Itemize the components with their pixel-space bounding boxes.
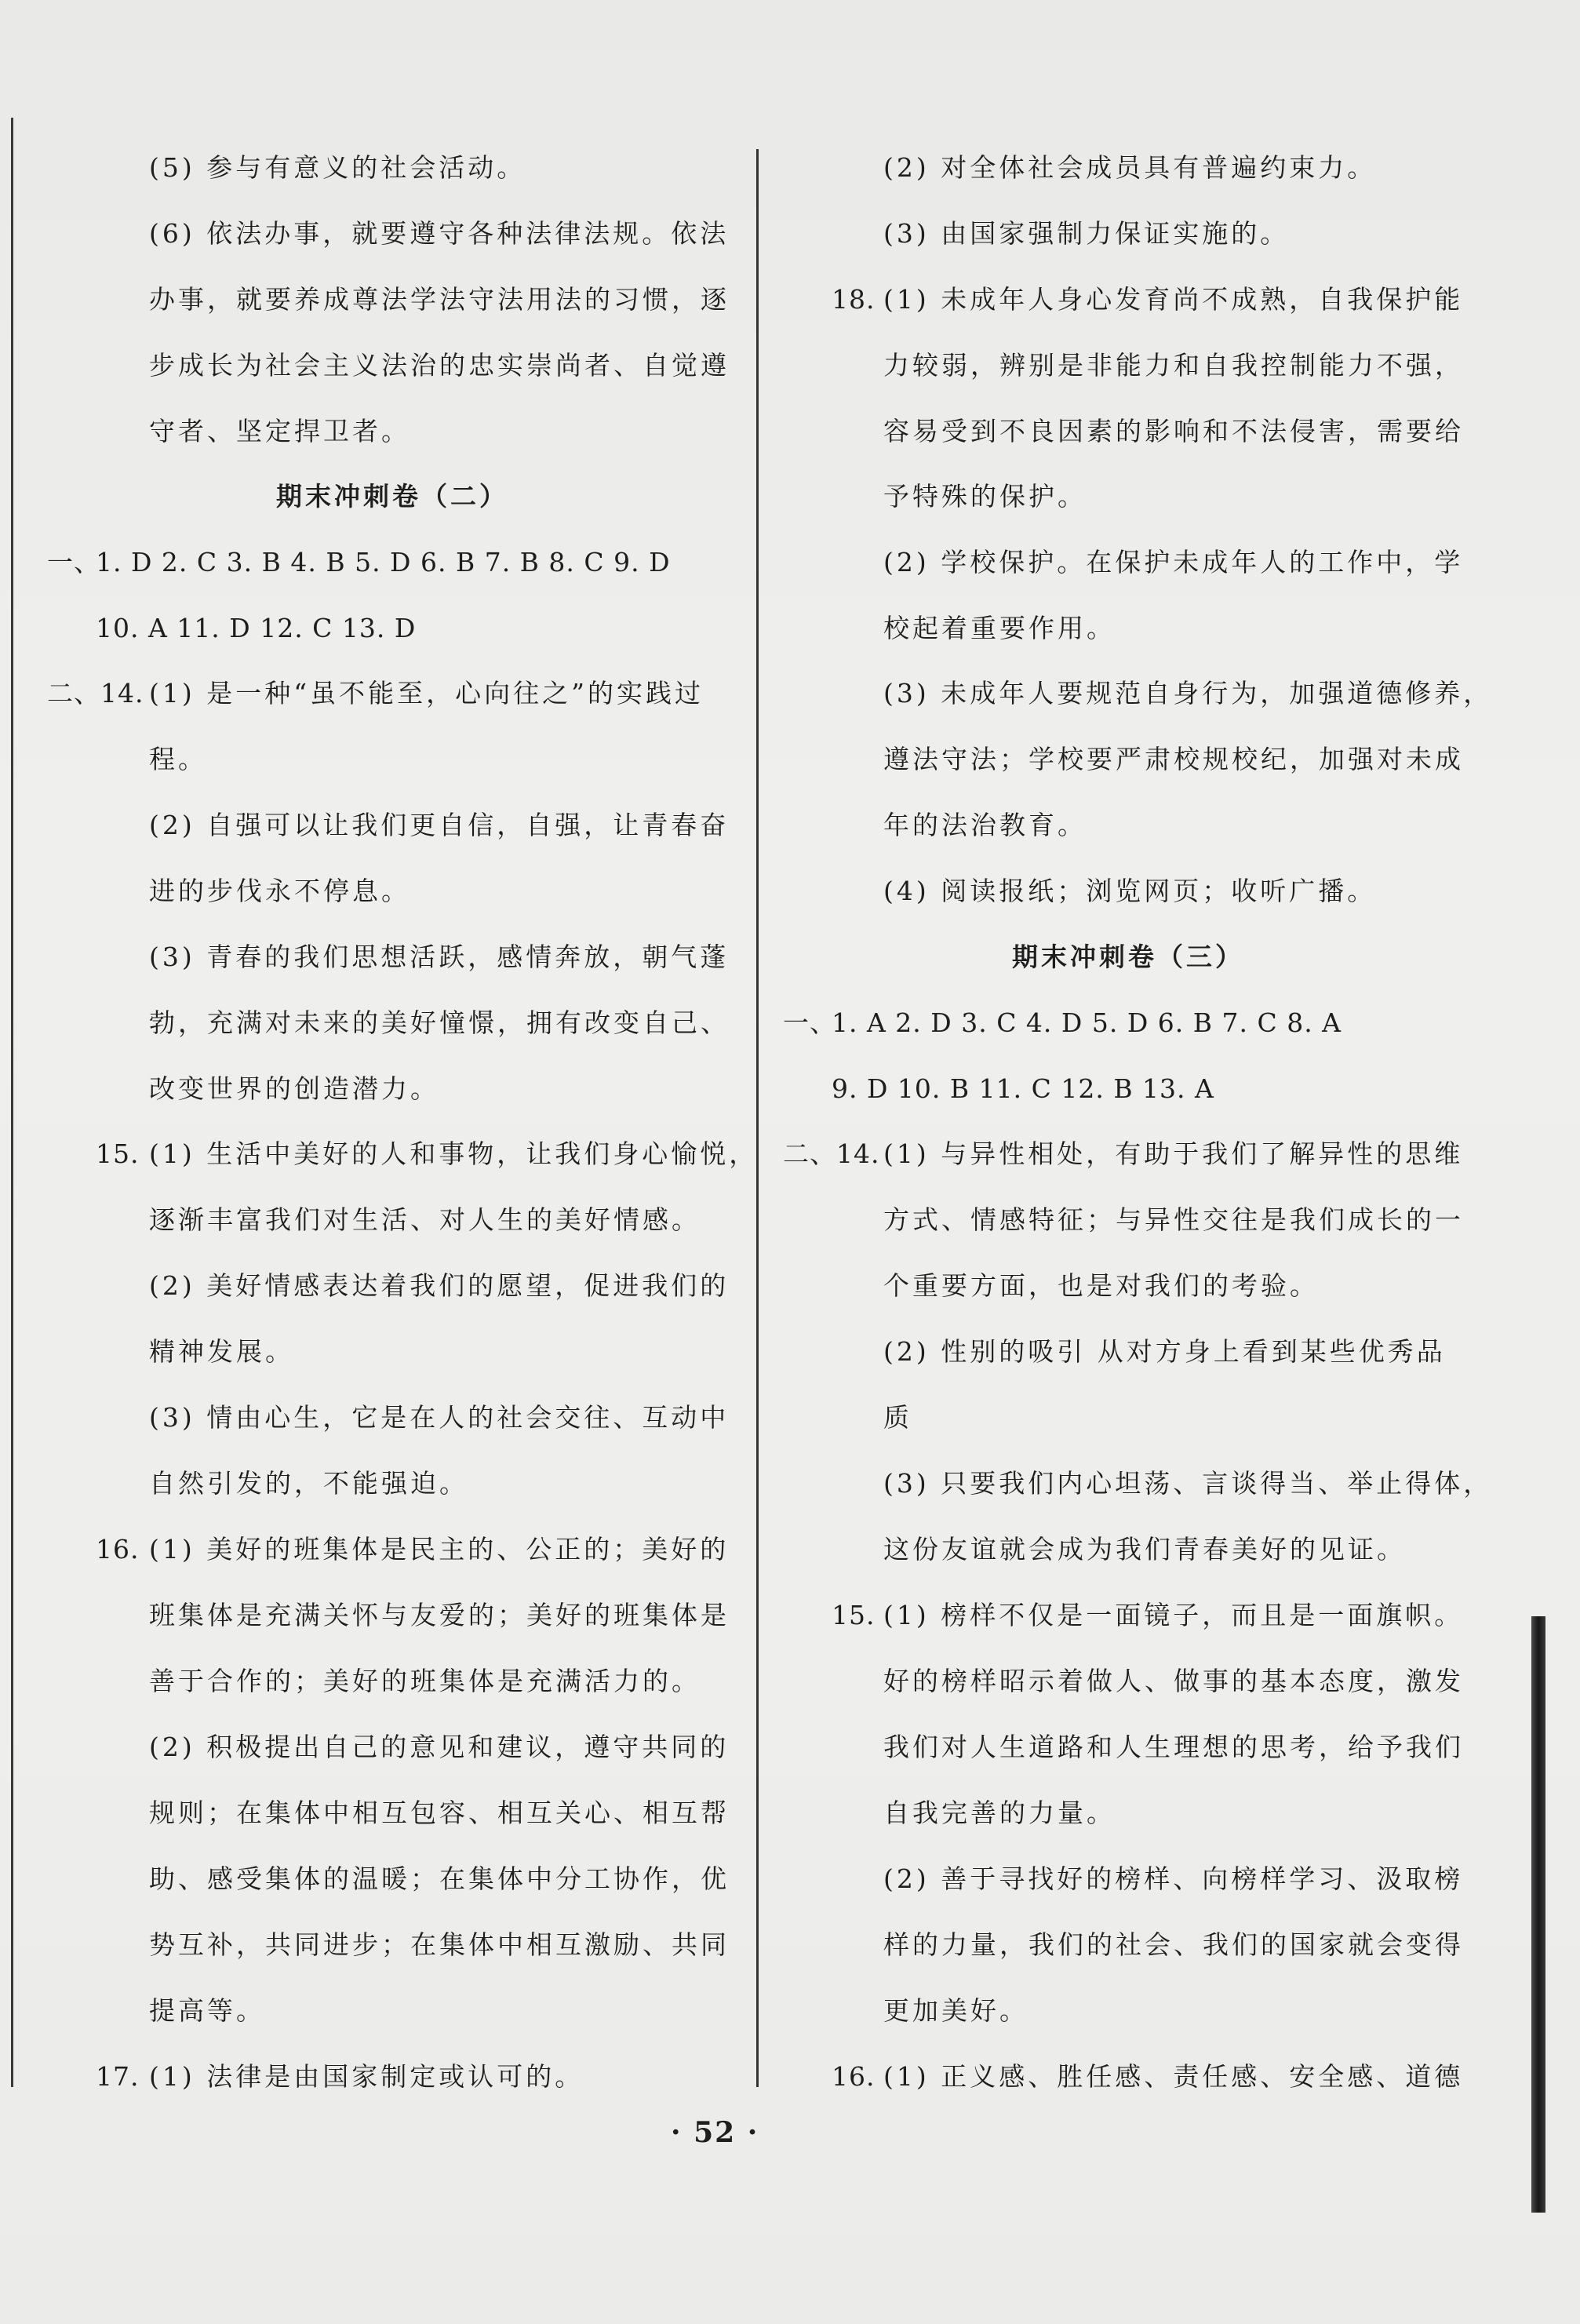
question-number: 一、	[783, 1007, 836, 1038]
page-number: · 52 ·	[671, 2116, 759, 2149]
answer-line: (1) 是一种“虽不能至，心向往之”的实践过	[149, 678, 704, 708]
answer-line: 步成长为社会主义法治的忠实崇尚者、自觉遵	[149, 350, 730, 381]
answer-line: 自我完善的力量。	[883, 1798, 1116, 1828]
answer-line: (1) 与异性相处，有助于我们了解异性的思维	[883, 1138, 1464, 1169]
answer-line: 进的步伐永不停息。	[149, 876, 410, 906]
section-heading: 期末冲刺卷（二）	[276, 481, 508, 512]
question-number: 17.	[96, 2061, 140, 2092]
answer-line: (1) 未成年人身心发育尚不成熟，自我保护能	[883, 284, 1464, 315]
answer-line: 势互补，共同进步；在集体中相互激励、共同	[149, 1929, 730, 1960]
answer-line: 善于合作的；美好的班集体是充满活力的。	[149, 1666, 701, 1696]
answer-line: 我们对人生道路和人生理想的思考，给予我们	[883, 1732, 1464, 1762]
answer-line: 勃，充满对未来的美好憧憬，拥有改变自己、	[149, 1007, 730, 1038]
question-number: 一、	[47, 547, 100, 577]
question-number: 二、14.	[783, 1138, 880, 1169]
answer-line: 容易受到不良因素的影响和不法侵害，需要给	[883, 416, 1464, 446]
answer-line: 个重要方面，也是对我们的考验。	[883, 1270, 1319, 1301]
question-number: 16.	[96, 1534, 140, 1565]
question-number: 二、14.	[47, 678, 144, 708]
answer-line: 自然引发的，不能强迫。	[149, 1468, 468, 1499]
question-number: 18.	[832, 284, 876, 315]
answer-line: (3) 情由心生，它是在人的社会交往、互动中	[149, 1402, 730, 1433]
answer-line: 方式、情感特征；与异性交往是我们成长的一	[883, 1204, 1464, 1235]
section-heading: 期末冲刺卷（三）	[1012, 942, 1244, 972]
answer-line: 质	[883, 1402, 912, 1433]
answer-line: 好的榜样昭示着做人、做事的基本态度，激发	[883, 1666, 1464, 1696]
answer-line: 力较弱，辨别是非能力和自我控制能力不强，	[883, 350, 1464, 381]
answer-line: 改变世界的创造潜力。	[149, 1073, 439, 1104]
question-number: 15.	[96, 1138, 140, 1169]
answer-line: 班集体是充满关怀与友爱的；美好的班集体是	[149, 1600, 730, 1630]
answer-line: 更加美好。	[883, 1995, 1028, 2026]
answer-line: 精神发展。	[149, 1336, 294, 1367]
answer-line: (3) 未成年人要规范自身行为，加强道德修养，	[883, 678, 1493, 708]
answer-line: 办事，就要养成尊法学法守法用法的习惯，逐	[149, 284, 730, 315]
answer-line: 9. D 10. B 11. C 12. B 13. A	[832, 1073, 1214, 1104]
answer-line: (2) 性别的吸引 从对方身上看到某些优秀品	[883, 1336, 1446, 1367]
page-edge-shadow	[1531, 1616, 1545, 2213]
answer-line: 遵法守法；学校要严肃校规校纪，加强对未成	[883, 744, 1464, 774]
answer-line: 助、感受集体的温暖；在集体中分工协作，优	[149, 1863, 730, 1894]
answer-line: (1) 美好的班集体是民主的、公正的；美好的	[149, 1534, 730, 1565]
answer-line: (3) 只要我们内心坦荡、言谈得当、举止得体，	[883, 1468, 1493, 1499]
answer-line: (2) 对全体社会成员具有普遍约束力。	[883, 152, 1377, 183]
answer-line: (5) 参与有意义的社会活动。	[149, 152, 526, 183]
answer-line: 1. D 2. C 3. B 4. B 5. D 6. B 7. B 8. C 9. D	[96, 547, 671, 577]
left-margin-rule	[11, 118, 13, 2087]
answer-line: (2) 自强可以让我们更自信，自强，让青春奋	[149, 810, 730, 840]
answer-line: (6) 依法办事，就要遵守各种法律法规。依法	[149, 218, 730, 249]
answer-line: 守者、坚定捍卫者。	[149, 416, 410, 446]
answer-line: 逐渐丰富我们对生活、对人生的美好情感。	[149, 1204, 701, 1235]
question-number: 16.	[832, 2061, 876, 2092]
answer-line: (2) 学校保护。在保护未成年人的工作中，学	[883, 547, 1464, 577]
answer-line: (3) 由国家强制力保证实施的。	[883, 218, 1290, 249]
answer-line: (4) 阅读报纸；浏览网页；收听广播。	[883, 876, 1377, 906]
answer-line: 予特殊的保护。	[883, 481, 1087, 512]
answer-line: 提高等。	[149, 1995, 265, 2026]
answer-line: 校起着重要作用。	[883, 613, 1116, 643]
answer-line: 1. A 2. D 3. C 4. D 5. D 6. B 7. C 8. A	[832, 1007, 1342, 1038]
answer-line: (1) 法律是由国家制定或认可的。	[149, 2061, 584, 2092]
answer-line: (1) 榜样不仅是一面镜子，而且是一面旗帜。	[883, 1600, 1464, 1630]
answer-line: (1) 生活中美好的人和事物，让我们身心愉悦，	[149, 1138, 759, 1169]
answer-line: (2) 美好情感表达着我们的愿望，促进我们的	[149, 1270, 730, 1301]
answer-line: 规则；在集体中相互包容、相互关心、相互帮	[149, 1798, 730, 1828]
question-number: 15.	[832, 1600, 876, 1630]
column-divider	[756, 149, 759, 2087]
answer-line: 样的力量，我们的社会、我们的国家就会变得	[883, 1929, 1464, 1960]
answer-line: 10. A 11. D 12. C 13. D	[96, 613, 417, 643]
answer-line: 年的法治教育。	[883, 810, 1087, 840]
answer-line: 程。	[149, 744, 207, 774]
answer-line: 这份友谊就会成为我们青春美好的见证。	[883, 1534, 1406, 1565]
answer-line: (3) 青春的我们思想活跃，感情奔放，朝气蓬	[149, 942, 730, 972]
answer-line: (2) 积极提出自己的意见和建议，遵守共同的	[149, 1732, 730, 1762]
answer-line: (1) 正义感、胜任感、责任感、安全感、道德	[883, 2061, 1464, 2092]
answer-line: (2) 善于寻找好的榜样、向榜样学习、汲取榜	[883, 1863, 1464, 1894]
